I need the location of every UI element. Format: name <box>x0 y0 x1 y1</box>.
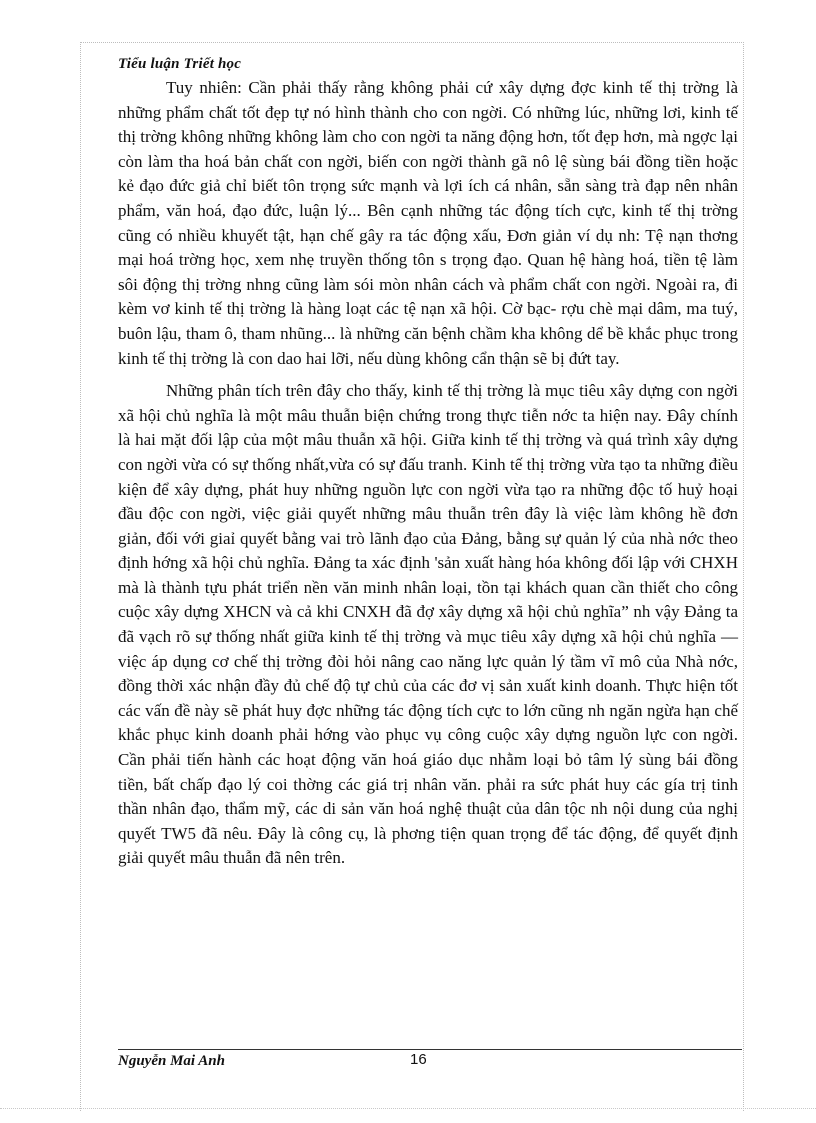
paragraph-1: Tuy nhiên: Cần phải thấy rằng không phải cứ xây dựng đợc kinh tế thị trờng là những phẩm chất tốt đẹp tự nó hình thành cho con ngời. Có những lúc, những lơi, kinh tế thị trờng không những không làm cho con ngời ta năng động hơn, tốt đẹp hơn, mà ngợc lại còn làm tha hoá bản chất con ngời, biến con ngời thành gã nô lệ sùng bái đồng tiền hoặc kẻ đạo đức giả chỉ biết tôn trọng sức mạnh và lợi ích cá nhân, sẵn sàng trà đạp nên nhân phẩm, văn hoá, đạo đức, luận lý... Bên cạnh những tác động tích cực, kinh tế thị trờng cũng có nhiều khuyết tật, hạn chế gây ra tác động xấu, Đơn giản ví dụ nh: Tệ nạn thơng mại hoá trờng học, xem nhẹ truyền thống tôn s trọng đạo. Quan hệ hàng hoá, tiền tệ làm sôi động thị trờng nhng cũng làm sói mòn nhân cách và phẩm chất con ngời. Ngoài ra, đi kèm vơ kinh tế thị trờng là hàng loạt các tệ nạn xã hội. Cờ bạc- rợu chè mại dâm, ma tuý, buôn lậu, tham ô, tham nhũng... là những căn bệnh chầm kha không dể bề khắc phục trong kinh tế thị trờng là con dao hai lỡi, nếu dùng không cẩn thận sẽ bị đứt tay. <box>118 78 738 368</box>
footer-divider <box>118 1049 742 1050</box>
running-header: Tiểu luận Triết học <box>118 56 242 72</box>
page-number: 16 <box>410 1051 427 1068</box>
paragraph-2: Những phân tích trên đây cho thấy, kinh tế thị trờng là mục tiêu xây dựng con ngời xã hội chủ nghĩa là một mâu thuẫn biện chứng trong thực tiễn nớc ta hiện nay. Đây chính là hai mặt đối lập của một mâu thuẫn xã hội. Giữa kinh tế thị trờng và quá trình xây dựng con ngời vừa có sự thống nhất,vừa có sự đấu tranh. Kinh tế thị trờng vừa tạo ta những điều kiện để xây dựng, phát huy những nguồn lực con ngời vừa tạo ra những độc tố huỷ hoại đầu độc con ngời, việc giải quyết những mâu thuẫn trên đây là việc làm không hề đơn giản, đối với giaỉ quyết bằng vai trò lãnh đạo của Đảng, bằng sự quản lý của nhà nớc theo định hớng xã hội chủ nghĩa. Đảng ta xác định 'sản xuất hàng hóa không đối lập với CHXH mà là thành tựu phát triển nền văn minh nhân loại, tồn tại khách quan cần thiết cho công cuộc xây dựng XHCN và cả khi CNXH đã đợ xây dựng xã hội chủ nghĩa” nh vậy Đảng ta đã vạch rõ sự thống nhất giữa kinh tế thị trờng và mục tiêu xây dựng xã hội chủ nghĩa — việc áp dụng cơ chế thị trờng đòi hỏi nâng cao năng lực quản lý tầm vĩ mô của Nhà nớc, đồng thời xác nhận đầy đủ chế độ tự chủ của các đơ vị sản xuất kinh doanh. Thực hiện tốt các vấn đề này sẽ phát huy đợc những tác động tích cực to lớn cũng nh ngăn ngừa hạn chế khắc phục kinh doanh phải hớng vào phục vụ công cuộc xây dựng nguồn lực con ngời. Cần phải tiến hành các hoạt động văn hoá giáo dục nhằm loại bỏ tâm lý sùng bái đồng tiền, bất chấp đạo lý coi thờng các giá trị nhân văn. phải ra sức phát huy các gía trị tinh thần nhân đạo, thẩm mỹ, các di sản văn hoá nghệ thuật của dân tộc nh nội dung của nghị quyết TW5 đã nêu. Đây là công cụ, là phơng tiện quan trọng để tác động, để quyết định giải quyết mâu thuẫn đã nên trên. <box>118 381 738 868</box>
page-bottom-edge <box>0 1108 816 1109</box>
footer-author: Nguyễn Mai Anh <box>118 1053 225 1069</box>
body-text <box>118 76 738 879</box>
